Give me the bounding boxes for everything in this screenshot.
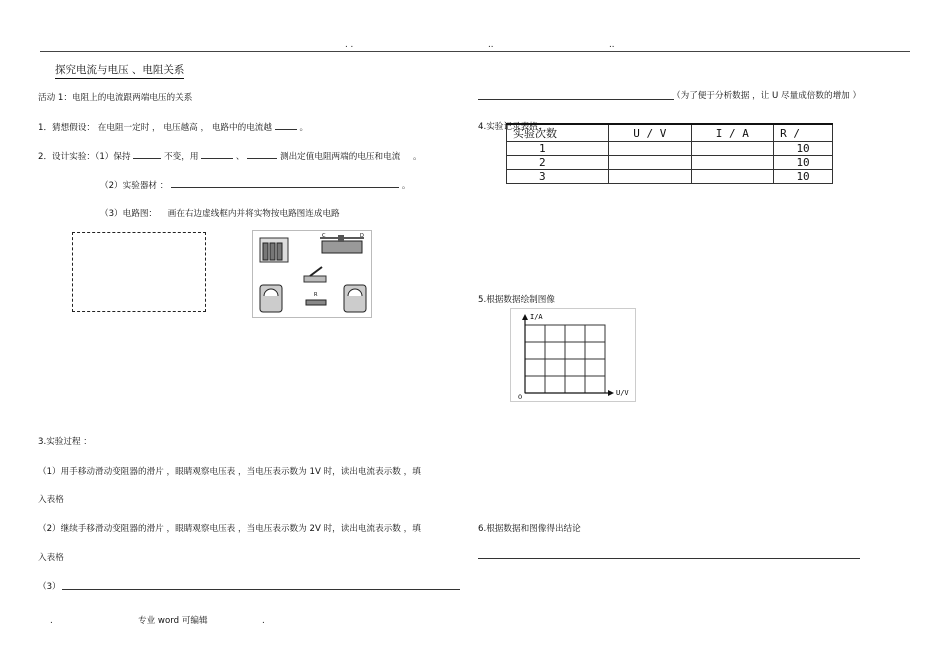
x-axis-label: U/V [616,389,629,397]
table-cell-trial: 2 [507,156,609,170]
table-cell-current[interactable] [691,156,774,170]
header-dots-3: .. [609,40,615,50]
table-cell-resistance: 10 [774,142,833,156]
apparatus-illustration [252,230,372,318]
hypothesis-text: 1．猜想假设： 在电阻一定时 ， 电压越高 ， 电路中的电流越 [38,123,272,133]
header-dots-2: .. [488,40,494,50]
table-header-resistance: R / [774,124,833,142]
equipment-line [100,179,410,191]
design-blank-3[interactable] [247,158,277,159]
equipment-end: 。 [401,181,411,191]
table-row [507,142,833,156]
svg-text:D: D [360,233,364,239]
procedure-step-2-cont: 入表格 [38,553,64,563]
table-cell-current[interactable] [691,170,774,184]
design-text-3: 、 [235,152,245,162]
design-blank-1[interactable] [133,158,161,159]
footer-right-dot: . [262,616,265,626]
table-cell-trial: 1 [507,142,609,156]
design-text-2: 不变，用 [164,152,199,162]
table-cell-trial: 3 [507,170,609,184]
table-header-row [507,124,833,142]
procedure-step-2: （2）继续手移滑动变阻器的滑片 ，眼睛观察电压表 ，当电压表示数为 2V 时，读出电流表示数 ，填 [38,524,421,534]
conclusion-blank[interactable] [478,558,860,559]
design-text-4: 测出定值电阻两端的电压和电流 [279,152,401,162]
svg-text:C: C [322,233,326,239]
circuit-line [100,207,340,219]
page-title: 探究电流与电压 、电阻关系 [55,62,184,79]
graph-heading: 5.根据数据绘制图像 [478,295,555,305]
ammeter-icon [344,285,366,312]
circuit-drawing-box[interactable] [72,232,206,312]
table-header-current: I / A [691,124,774,142]
table-heading: 4.实验记录表格： [478,122,547,132]
right-top-note: （为了便于分析数据 ，让 U 尽量成倍数的增加 ） [672,91,862,101]
equipment-blank[interactable] [171,187,399,188]
design-text-1: 2．设计实验：（1）保持 [38,152,131,162]
table-header-trials: 实验次数 [507,124,609,142]
empty-graph-grid[interactable] [510,308,636,402]
procedure-step-3-blank[interactable] [62,589,460,590]
voltmeter-icon [260,285,282,312]
procedure-step-3: （3） [38,582,61,592]
footer-text: 专业 word 可编辑 [138,616,208,626]
circuit-instruction: 画在右边虚线框内并将实物按电路图连成电路 [167,209,340,219]
table-row [507,170,833,184]
procedure-step-1: （1）用手移动滑动变阻器的滑片 ，眼睛观察电压表 ，当电压表示数为 1V 时，读出电流表示数 ，填 [38,467,421,477]
y-axis-label: I/A [530,313,543,321]
table-cell-current[interactable] [691,142,774,156]
table-header-voltage: U / V [609,124,692,142]
design-line [38,150,422,162]
svg-text:R: R [314,292,318,298]
design-blank-2[interactable] [201,158,233,159]
hypothesis-line [38,121,308,133]
procedure-step-1-cont: 入表格 [38,495,64,505]
right-top-blank[interactable] [478,99,674,100]
table-cell-voltage[interactable] [609,156,692,170]
hypothesis-end: 。 [299,123,309,133]
table-row [507,156,833,170]
origin-label: 0 [518,393,523,401]
activity-heading: 活动 1：电阻上的电流跟两端电压的关系 [38,93,193,103]
record-table [506,123,833,184]
table-cell-resistance: 10 [774,170,833,184]
equipment-label: （2）实验器材 ： [100,181,169,191]
procedure-heading: 3.实验过程 ： [38,437,92,447]
table-cell-voltage[interactable] [609,142,692,156]
circuit-label: （3）电路图： [100,209,158,219]
table-cell-resistance: 10 [774,156,833,170]
table-cell-voltage[interactable] [609,170,692,184]
header-dots-1: . . [345,40,354,50]
header-rule [40,51,910,52]
battery-icon [260,238,288,262]
conclusion-heading: 6.根据数据和图像得出结论 [478,524,581,534]
footer-left-dot: . [50,616,53,626]
design-text-5: 。 [413,152,422,162]
hypothesis-blank[interactable] [275,129,297,130]
